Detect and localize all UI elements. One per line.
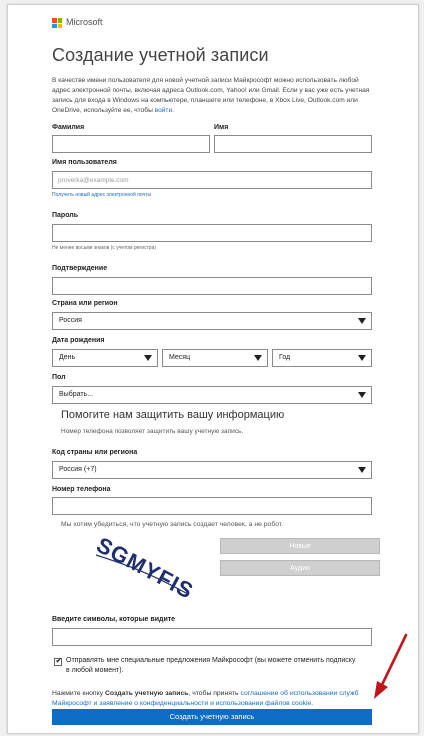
security-heading: Помогите нам защитить вашу информацию [61,409,285,421]
phone-input[interactable] [52,497,372,515]
country-code-select[interactable] [52,461,372,479]
chevron-down-icon [144,355,152,361]
username-label: Имя пользователя [52,159,117,166]
terms-prefix: Нажмите кнопку [52,690,105,697]
chevron-down-icon [358,355,366,361]
intro-text [52,76,372,116]
country-value: Россия [59,317,82,324]
username-placeholder: proverka@example.com [58,177,129,184]
chevron-down-icon [254,355,262,361]
red-arrow-icon [368,631,413,701]
captcha-note: Мы хотим убедиться, что учетную запись создает человек, а не робот. [61,521,284,528]
captcha-graphic [86,535,194,599]
first-name-label: Имя [214,124,229,131]
last-name-label: Фамилия [52,124,85,131]
year-value: Год [279,354,291,361]
country-code-value: Россия (+7) [59,466,97,473]
gender-value: Выбрать... [59,391,94,398]
month-select[interactable] [162,349,268,367]
day-value: День [59,354,76,361]
gender-label: Пол [52,374,66,381]
password-input[interactable] [52,224,372,242]
confirm-label: Подтверждение [52,265,108,272]
page-title: Создание учетной записи [52,45,269,65]
microsoft-logo-icon [52,18,62,28]
terms-middle: , чтобы принять [188,690,241,697]
brand-name: Microsoft [66,17,103,27]
confirm-password-input[interactable] [52,277,372,295]
create-account-button[interactable]: Создать учетную запись [52,709,372,725]
chevron-down-icon [358,467,366,473]
username-input[interactable] [52,171,372,189]
captcha-image [86,535,194,599]
offers-text: Отправлять мне специальные предложения Майкрософт (вы можете отменить подписку в любой момент). [66,657,356,674]
sign-in-link[interactable]: войти. [154,107,174,114]
last-name-input[interactable] [52,135,210,153]
country-select[interactable] [52,312,372,330]
new-email-link[interactable]: Получить новый адрес электронной почты [52,192,152,198]
captcha-input[interactable] [52,628,372,646]
captcha-new-button[interactable]: Новые [220,538,380,554]
first-name-input[interactable] [214,135,372,153]
svg-text:SGMYFIS: SGMYFIS [92,535,194,599]
password-hint: Не менее восьми знаков (с учетом регистра) [52,245,157,251]
intro-body: В качестве имени пользователя для новой учетной записи Майкрософт можно использовать любой адрес электронной почты, включая адреса Outlook.com, Yahoo! или Gmail. Если у вас уже есть учетная запись для входа в Windows на компьютере, планшете или телефоне, в Xbox Live, Outlook.com или OneDrive, используйте ее, чтобы [52,77,370,114]
chevron-down-icon [358,318,366,324]
day-select[interactable] [52,349,158,367]
birthdate-label: Дата рождения [52,337,105,344]
country-code-label: Код страны или региона [52,449,138,456]
signup-window [7,4,419,734]
offers-checkbox[interactable] [54,658,62,666]
phone-note: Номер телефона позволяет защитить вашу учетную запись. [61,428,244,435]
captcha-input-label: Введите символы, которые видите [52,616,176,623]
month-value: Месяц [169,354,191,361]
terms-button-name: Создать учетную запись [104,690,189,697]
captcha-audio-button[interactable]: Аудио [220,560,380,576]
phone-label: Номер телефона [52,486,111,493]
chevron-down-icon [358,392,366,398]
gender-select[interactable] [52,386,372,404]
password-label: Пароль [52,212,79,219]
country-label: Страна или регион [52,300,118,307]
year-select[interactable] [272,349,372,367]
terms-text [52,689,372,709]
terms-link[interactable]: соглашение об использовании служб Майкрософт и заявление о конфиденциальности и использовании файлов cookie. [52,690,359,707]
